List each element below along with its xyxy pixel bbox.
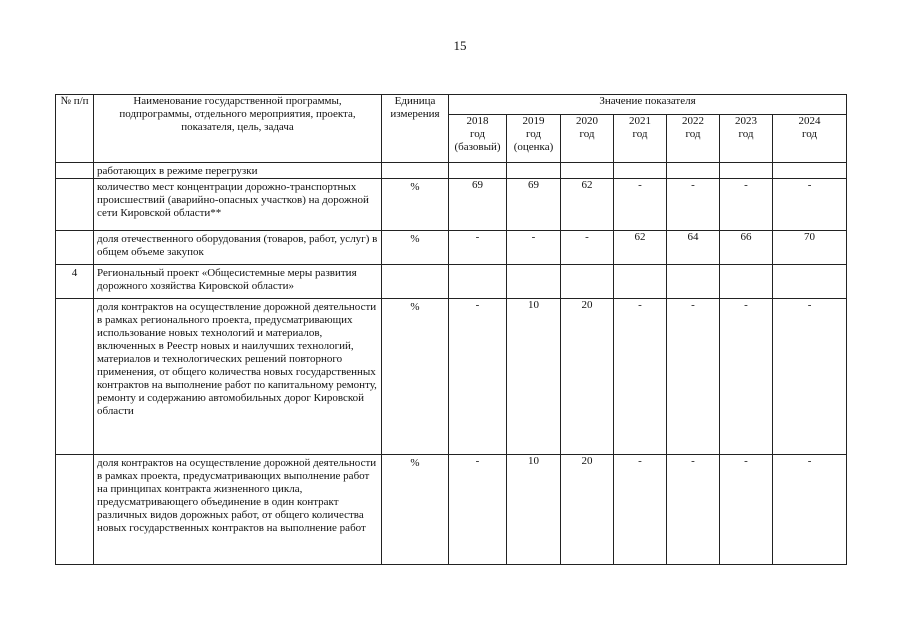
row-value-2018 (449, 163, 507, 179)
row-value-2020 (561, 265, 614, 299)
row-value-2021: - (614, 179, 667, 231)
header-year-line2: год (525, 128, 542, 140)
header-year-line2: год (802, 128, 818, 140)
header-year-year: 2023 (735, 115, 757, 127)
row-indicator-name: Региональный проект «Общесистемные меры развития дорожного хозяйства Кировской области» (94, 265, 382, 299)
header-year-year: 2018 (466, 115, 489, 127)
header-year-2024 (773, 115, 847, 163)
row-value-2018: - (449, 299, 507, 455)
header-year-line2: год (632, 128, 648, 140)
row-unit: % (382, 179, 449, 231)
row-value-2020: - (561, 231, 614, 265)
row-value-2019: - (507, 231, 561, 265)
row-value-2018: 69 (449, 179, 507, 231)
row-value-2024 (773, 163, 847, 179)
header-year-line2: год (685, 128, 701, 140)
row-value-2021: 62 (614, 231, 667, 265)
header-year-2022 (667, 115, 720, 163)
row-value-2020: 20 (561, 299, 614, 455)
row-value-2024: - (773, 455, 847, 565)
table-row (56, 455, 847, 565)
row-value-2020 (561, 163, 614, 179)
row-value-2022: - (667, 455, 720, 565)
row-indicator-name: количество мест концентрации дорожно-транспортных происшествий (аварийно-опасных участков) на дорожной сети Кировской области** (94, 179, 382, 231)
table-row (56, 163, 847, 179)
row-value-2023: - (720, 299, 773, 455)
row-value-2021: - (614, 455, 667, 565)
table-row (56, 265, 847, 299)
header-unit: Единица измерения (382, 95, 449, 163)
row-value-2019: 69 (507, 179, 561, 231)
table-row (56, 299, 847, 455)
row-indicator-name: работающих в режиме перегрузки (94, 163, 382, 179)
row-value-2024 (773, 265, 847, 299)
row-indicator-name: доля отечественного оборудования (товаров, работ, услуг) в общем объеме закупок (94, 231, 382, 265)
page-number: 15 (453, 38, 467, 53)
row-value-2023: 66 (720, 231, 773, 265)
table-row (56, 179, 847, 231)
header-year-2019 (507, 115, 561, 163)
header-num: № п/п (56, 95, 94, 163)
row-value-2019 (507, 163, 561, 179)
header-year-year: 2022 (682, 115, 704, 127)
header-year-year: 2020 (576, 115, 598, 127)
row-unit: % (382, 299, 449, 455)
row-value-2024: 70 (773, 231, 847, 265)
row-value-2019: 10 (507, 455, 561, 565)
row-value-2022 (667, 163, 720, 179)
row-value-2024: - (773, 299, 847, 455)
row-value-2023 (720, 163, 773, 179)
header-year-2018 (449, 115, 507, 163)
row-value-2018: - (449, 455, 507, 565)
row-value-2020: 62 (561, 179, 614, 231)
header-value-group: Значение показателя (449, 95, 847, 115)
row-number (56, 455, 94, 565)
row-unit (382, 163, 449, 179)
indicators-table (55, 94, 847, 565)
row-unit: % (382, 231, 449, 265)
header-year-line2: год (579, 128, 595, 140)
row-unit: % (382, 455, 449, 565)
row-indicator-name: доля контрактов на осуществление дорожной деятельности в рамках регионального проекта, предусматривающих использование новых технологий и материалов, включенных в Реестр новых и наилучших технологий, материалов и технологических решений повторного применения, от общего количества новых государственных контрактов на выполнение работ по капитальному ремонту, ремонту и содержанию автомобильных дорог Кировской области (94, 299, 382, 455)
row-number (56, 299, 94, 455)
row-value-2019 (507, 265, 561, 299)
row-value-2022: - (667, 299, 720, 455)
header-year-line2: год (469, 128, 486, 140)
header-name: Наименование государственной программы, подпрограммы, отдельного мероприятия, проекта, показателя, цель, задача (94, 95, 382, 163)
row-value-2020: 20 (561, 455, 614, 565)
table-row (56, 231, 847, 265)
row-value-2021 (614, 265, 667, 299)
header-year-year: 2019 (522, 115, 545, 127)
row-value-2019: 10 (507, 299, 561, 455)
row-value-2022 (667, 265, 720, 299)
row-number (56, 179, 94, 231)
header-year-line3: (оценка) (513, 141, 554, 153)
row-value-2023: - (720, 179, 773, 231)
row-value-2022: - (667, 179, 720, 231)
header-year-year: 2024 (798, 115, 821, 127)
row-value-2018 (449, 265, 507, 299)
header-year-year: 2021 (629, 115, 651, 127)
row-number: 4 (56, 265, 94, 299)
row-value-2018: - (449, 231, 507, 265)
row-value-2022: 64 (667, 231, 720, 265)
header-year-line3: (базовый) (454, 141, 501, 153)
header-year-2021 (614, 115, 667, 163)
row-value-2024: - (773, 179, 847, 231)
row-value-2021: - (614, 299, 667, 455)
row-value-2023: - (720, 455, 773, 565)
row-value-2021 (614, 163, 667, 179)
row-number (56, 231, 94, 265)
header-year-2020 (561, 115, 614, 163)
row-number (56, 163, 94, 179)
header-year-2023 (720, 115, 773, 163)
row-unit (382, 265, 449, 299)
row-indicator-name: доля контрактов на осуществление дорожной деятельности в рамках проекта, предусматривающих выполнение работ на принципах контракта жизненного цикла, предусматривающего объединение в один контракт различных видов дорожных работ, от общего количества новых государственных контрактов на выполнение работ (94, 455, 382, 565)
row-value-2023 (720, 265, 773, 299)
header-year-line2: год (738, 128, 754, 140)
